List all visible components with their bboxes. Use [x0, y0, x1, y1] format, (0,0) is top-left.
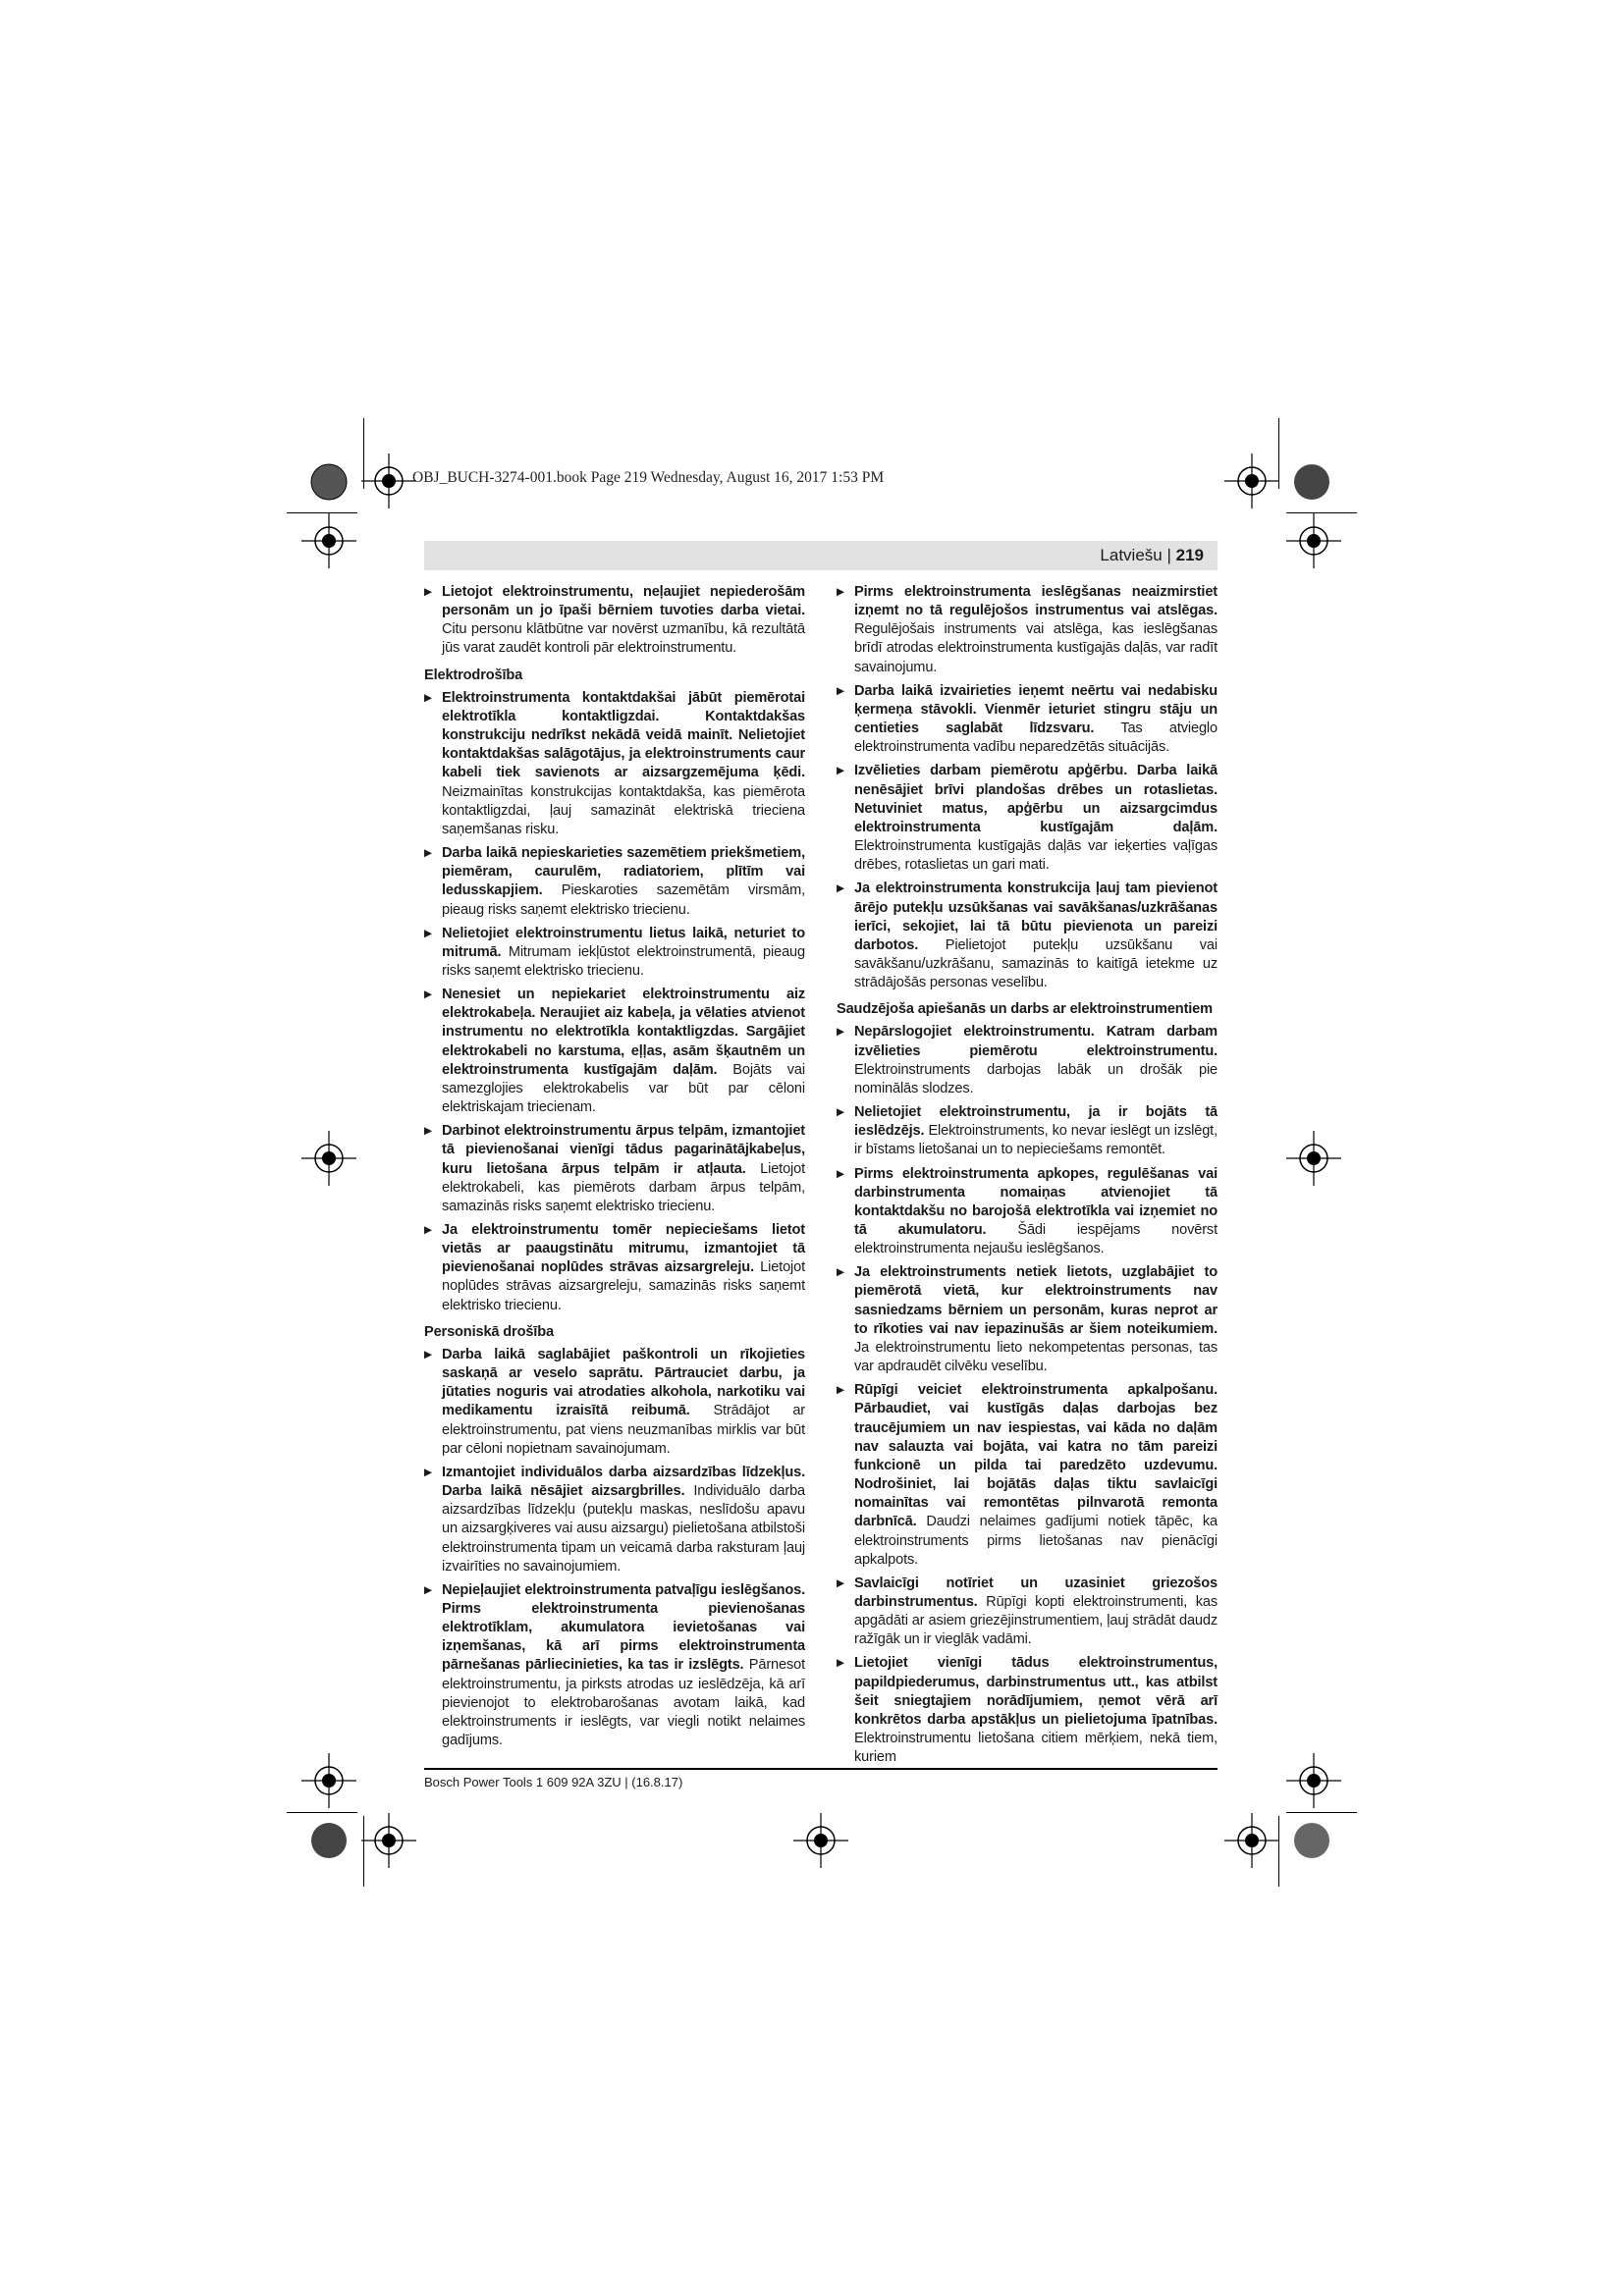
section-heading: Elektrodrošība: [424, 667, 523, 683]
crop-line: [1278, 1816, 1279, 1887]
list-item: ▶ Lietojiet vienīgi tādus elektroinstrumentus, papildpiederumus, darbinstrumentus utt., kas atbilst šeit sniegtajiem norādījumiem, ņemot vērā arī konkrētos darba apstākļus un pielietojuma īpatnības. Elektroinstrumentu lietošana citiem mērķiem, nekā tiem, kuriem: [837, 1654, 1218, 1767]
crosshair-target-icon: [301, 1131, 356, 1186]
list-item: ▶ Nepieļaujiet elektroinstrumenta patvaļīgu ieslēgšanos. Pirms elektroinstrumenta pievienošanas elektrotīklam, akumulatora ievietošanas vai izņemšanas, kā arī pirms elektroinstrumenta pārnešanas pārliecinieties, ka tas ir izslēgts. Pārnesot elektroinstrumentu, ja pirksts atrodas uz ieslēdzēja, kā arī pievienojot to elektrobarošanas avotam laikā, kad elektroinstruments ir ieslēgts, var viegli notikt nelaimes gadījums.: [424, 1581, 805, 1750]
list-item: ▶ Ja elektroinstruments netiek lietots, uzglabājiet to piemērotā vietā, kur elektroinstruments nav sasniedzams bērniem un personām, kuras neprot ar to rīkoties vai nav iepazinušās ar šiem noteikumiem. Ja elektroinstrumentu lieto nekompetentas personas, tas var apdraudēt cilvēku veselību.: [837, 1263, 1218, 1376]
list-item: ▶ Ja elektroinstrumenta konstrukcija ļauj tam pievienot ārējo putekļu uzsūkšanas vai savākšanas/uzkrāšanas ierīci, sekojiet, lai tā būtu pievienota un pareizi darbotos. Pielietojot putekļu uzsūkšanu vai savākšanu/uzkrāšanu, samazinās to kaitīgā ietekme uz strādājošās personas veselību.: [837, 880, 1218, 992]
crosshair-target-icon: [361, 454, 416, 508]
list-item: ▶ Darba laikā nepieskarieties sazemētiem priekšmetiem, piemēram, caurulēm, radiatoriem, plītīm vai ledusskapjiem. Pieskaroties sazemētām virsmām, pieaug risks saņemt elektrisko triecienu.: [424, 844, 805, 920]
crop-line: [1278, 418, 1279, 489]
crosshair-target-icon: [1224, 1813, 1279, 1868]
print-slug: OBJ_BUCH-3274-001.book Page 219 Wednesday, August 16, 2017 1:53 PM: [412, 469, 885, 486]
crop-line: [1286, 1812, 1357, 1813]
page-number: 219: [1175, 546, 1204, 564]
crop-line: [363, 418, 364, 489]
header-separator: |: [1166, 546, 1171, 564]
registration-mark-icon: [1289, 459, 1334, 505]
crosshair-target-icon: [1286, 513, 1341, 568]
crop-line: [363, 1816, 364, 1887]
list-item: ▶ Darba laikā saglabājiet paškontroli un rīkojieties saskaņā ar veselo saprātu. Pārtrauciet darbu, ja jūtaties noguris vai atrodaties alkohola, narkotiku vai medikamentu izraisītā reibumā. Strādājot ar elektroinstrumentu, pat viens neuzmanības mirklis var būt par cēloni nopietnam savainojumam.: [424, 1346, 805, 1459]
crosshair-target-icon: [1224, 454, 1279, 508]
footer-rule: [424, 1768, 1218, 1770]
crop-line: [287, 1812, 357, 1813]
crosshair-target-icon: [301, 513, 356, 568]
list-item: ▶ Pirms elektroinstrumenta ieslēgšanas neaizmirstiet izņemt no tā regulējošos instrumentus vai atslēgas. Regulējošais instruments vai atslēga, kas ieslēgšanas brīdī atrodas elektroinstrumenta kustīgajās daļās, var radīt savainojumu.: [837, 583, 1218, 677]
list-item: ▶ Pirms elektroinstrumenta apkopes, regulēšanas vai darbinstrumenta nomaiņas atvienojiet tā kontaktdakšu no barojošā elektrotīkla vai izņemiet no tā akumulatoru. Šādi iespējams novērst elektroinstrumenta nejaušu ieslēgšanos.: [837, 1165, 1218, 1259]
crosshair-target-icon: [361, 1813, 416, 1868]
header-label: [1100, 546, 1204, 565]
list-item: ▶ Rūpīgi veiciet elektroinstrumenta apkalpošanu. Pārbaudiet, vai kustīgās daļas darbojas bez traucējumiem un nav iespiestas, vai kāda no daļām nav salauzta vai bojāta, vai katra no tām pareizi funkcionē un pilda tai paredzēto uzdevumu. Nodrošiniet, lai bojātās daļas tiktu savlaicīgi nomainītas vai remontētas pilnvarotā remonta darbnīcā. Daudzi nelaimes gadījumi notiek tāpēc, ka elektroinstruments pirms lietošanas nav pienācīgi apkalpots.: [837, 1381, 1218, 1570]
left-column: [424, 583, 805, 1755]
list-item: ▶ Izvēlieties darbam piemērotu apģērbu. Darba laikā nenēsājiet brīvi plandošas drēbes un rotaslietas. Netuviniet matus, apģērbu un aizsargcimdus elektroinstrumenta kustīgajām daļām. Elektroinstrumenta kustīgajās daļās var ieķerties vaļīgas drēbes, rotaslietas un gari mati.: [837, 762, 1218, 875]
registration-mark-icon: [1289, 1818, 1334, 1863]
crop-line: [287, 512, 357, 513]
list-item: ▶ Nenesiet un nepiekariet elektroinstrumentu aiz elektrokabeļa. Neraujiet aiz kabeļa, ja vēlaties atvienot instrumentu no elektrotīkla kontaktligzdas. Sargājiet elektrokabeli no karstuma, eļļas, asām šķautnēm un elektroinstrumenta kustīgajām daļām. Bojāts vai samezglojies elektrokabelis var būt par cēloni elektriskajam triecienam.: [424, 986, 805, 1117]
crosshair-target-icon: [301, 1753, 356, 1808]
registration-mark-icon: [306, 459, 352, 505]
list-item: ▶ Nelietojiet elektroinstrumentu, ja ir bojāts tā ieslēdzējs. Elektroinstruments, ko nevar ieslēgt un izslēgt, ir bīstams lietošanai un to nepieciešams remontēt.: [837, 1103, 1218, 1159]
list-item: ▶ Izmantojiet individuālos darba aizsardzības līdzekļus. Darba laikā nēsājiet aizsargbrilles. Individuālo darba aizsardzības līdzekļu (putekļu maskas, neslīdošu apavu un aizsargķiveres vai ausu aizsargu) pielietošana atbilstoši elektroinstrumenta tipam un veicamā darba raksturam ļauj izvairīties no savainojumiem.: [424, 1464, 805, 1576]
crosshair-target-icon: [1286, 1131, 1341, 1186]
list-item: ▶ Savlaicīgi notīriet un uzasiniet griezošos darbinstrumentus. Rūpīgi kopti elektroinstrumenti, kas apgādāti ar asiem griezējinstrumentiem, ļauj strādāt daudz ražīgāk un ir vieglāk vadāmi.: [837, 1575, 1218, 1650]
section-heading: Saudzējoša apiešanās un darbs ar elektroinstrumentiem: [837, 1001, 1213, 1018]
list-item: ▶ Darba laikā izvairieties ieņemt neērtu vai nedabisku ķermeņa stāvokli. Vienmēr ieturiet stingru stāju un centieties saglabāt līdzsvaru. Tas atvieglo elektroinstrumenta vadību neparedzētās situācijās.: [837, 682, 1218, 758]
list-item: ▶ Ja elektroinstrumentu tomēr nepieciešams lietot vietās ar paaugstinātu mitrumu, izmantojiet tā pievienošanai noplūdes strāvas aizsargreleju. Lietojot noplūdes strāvas aizsargreleju, samazinās risks saņemt elektrisko triecienu.: [424, 1221, 805, 1315]
page-footer: Bosch Power Tools 1 609 92A 3ZU | (16.8.17): [424, 1775, 683, 1789]
registration-mark-icon: [306, 1818, 352, 1863]
list-item: ▶ Lietojot elektroinstrumentu, neļaujiet nepiederošām personām un jo īpaši bērniem tuvoties darba vietai. Citu personu klātbūtne var novērst uzmanību, kā rezultātā jūs varat zaudēt kontroli pār elektroinstrumentu.: [424, 583, 805, 659]
section-heading: Personiskā drošība: [424, 1323, 554, 1340]
list-item: ▶ Darbinot elektroinstrumentu ārpus telpām, izmantojiet tā pievienošanai vienīgi tādus pagarinātājkabeļus, kuru lietošana ārpus telpām ir atļauta. Lietojot elektrokabeli, kas piemērots darbam ārpus telpām, samazinās risks saņemt elektrisko triecienu.: [424, 1122, 805, 1216]
list-item: ▶ Elektroinstrumenta kontaktdakšai jābūt piemērotai elektrotīkla kontaktligzdai. Kontaktdakšas konstrukciju nedrīkst nekādā veidā mainīt. Nelietojiet kontaktdakšas salāgotājus, ja elektroinstruments caur kabeli tiek savienots ar aizsargzemējuma ķēdi. Neizmainītas konstrukcijas kontaktdakša, kas piemērota kontaktligzdai, ļauj samazināt elektriskā trieciena saņemšanas risku.: [424, 689, 805, 839]
right-column: [837, 583, 1218, 1772]
list-item: ▶ Nelietojiet elektroinstrumentu lietus laikā, neturiet to mitrumā. Mitrumam iekļūstot elektroinstrumentā, pieaug risks saņemt elektrisko triecienu.: [424, 925, 805, 981]
list-item: ▶ Nepārslogojiet elektroinstrumentu. Katram darbam izvēlieties piemērotu elektroinstrumentu. Elektroinstruments darbojas labāk un drošāk pie nominālās slodzes.: [837, 1023, 1218, 1098]
page-header: [424, 541, 1218, 570]
crosshair-target-icon: [1286, 1753, 1341, 1808]
header-language: Latviešu: [1100, 546, 1163, 564]
crosshair-target-icon: [793, 1813, 848, 1868]
crop-line: [1286, 512, 1357, 513]
